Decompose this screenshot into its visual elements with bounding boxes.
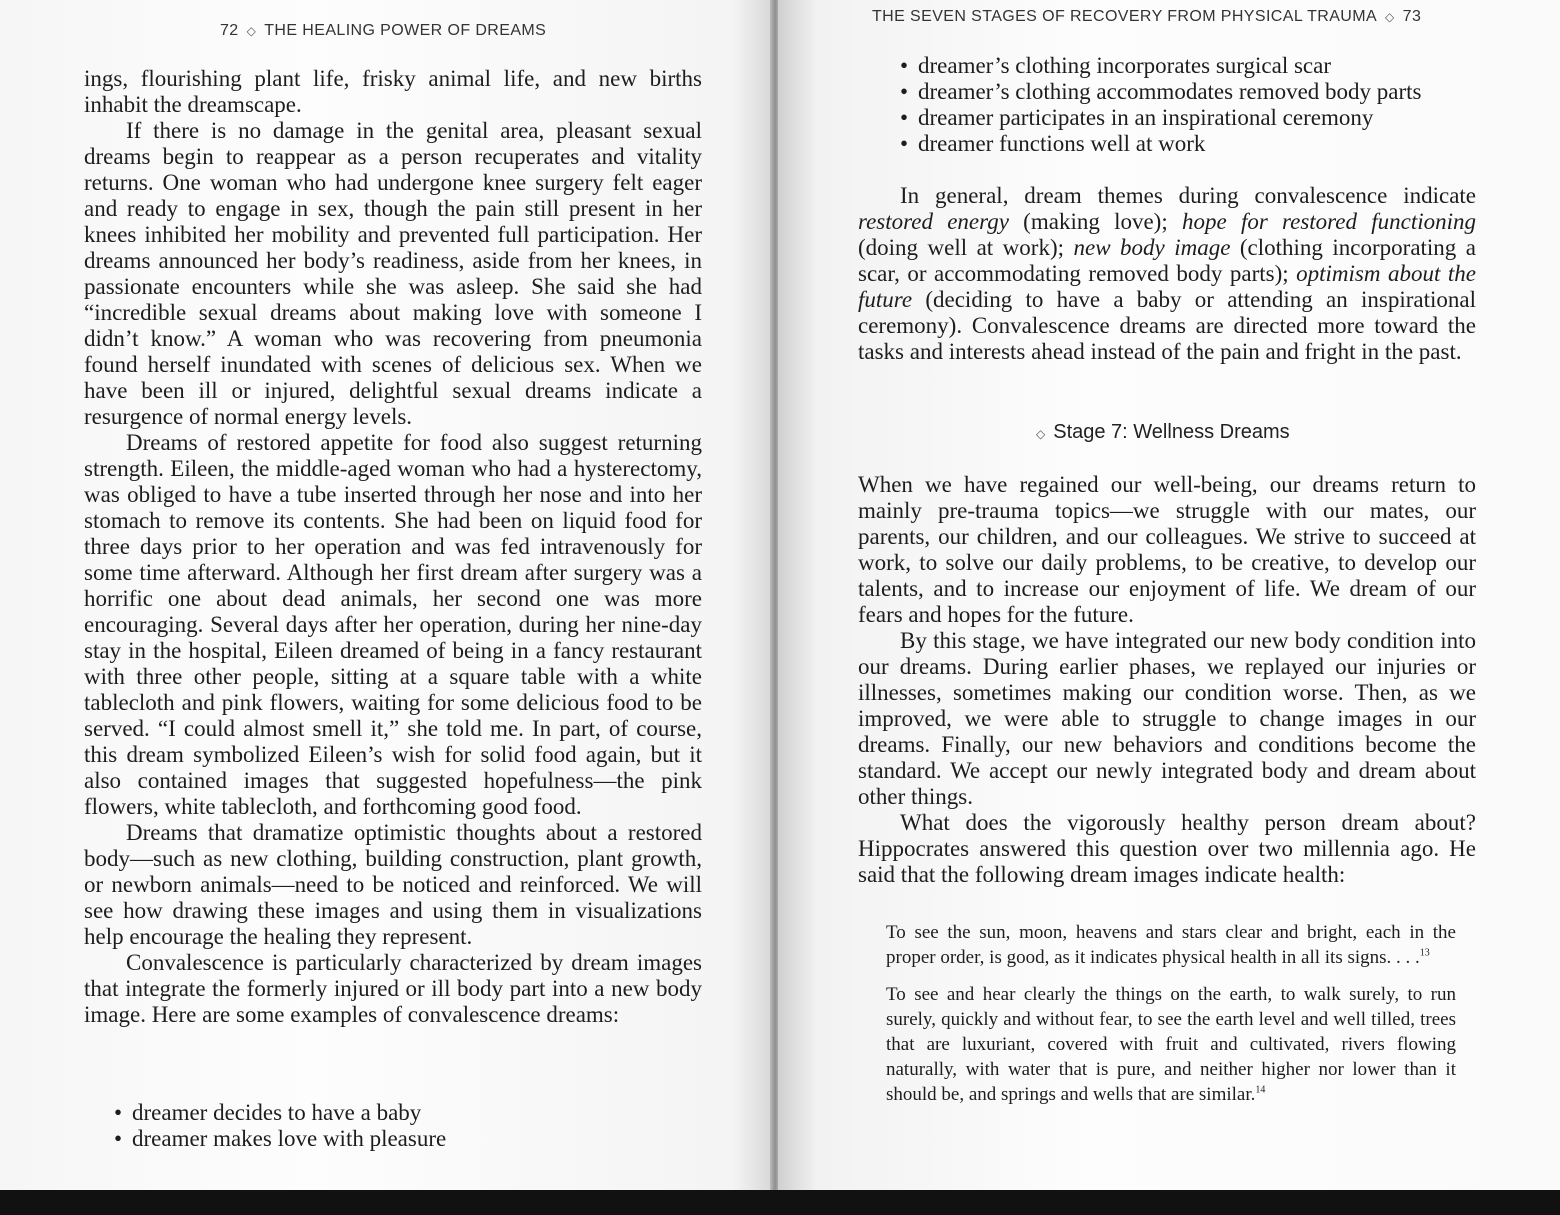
list-item: • dreamer functions well at work xyxy=(898,131,1498,157)
paragraph: By this stage, we have integrated our new body condition into our dreams. During earlier phases, we replayed our injuries or illnesses, sometimes making our condition worse. Then, as we improved, we were able to struggle to change images in our dreams. Finally, our new behaviors and conditions become the standard. We accept our newly integrated body and dream about other things. xyxy=(858,628,1476,809)
left-bullet-list xyxy=(112,1100,672,1152)
block-quote xyxy=(886,920,1456,1107)
right-page-number: 73 xyxy=(1402,8,1422,25)
footnote-ref: 14 xyxy=(1255,1084,1266,1096)
quote-paragraph xyxy=(886,982,1456,1107)
text-run: (clothing incorporating a scar, or accommodating removed body parts); xyxy=(858,235,1476,286)
paragraph: If there is no damage in the genital area, pleasant sexual dreams begin to reappear as a person recuperates and vitality returns. One woman who had undergone knee surgery felt eager and ready to engage in sex, though the pain still present in her knees inhibited her mobility and prevented full participation. Her dreams announced her body’s readiness, aside from her knees, in passionate encounters while she was asleep. She said she had “incredible sexual dreams about making love with someone I didn’t know.” A woman who was recovering from pneumonia found herself inundated with scenes of delicious sex. When we have been ill or injured, delightful sexual dreams indicate a resurgence of normal energy levels. xyxy=(84,118,702,429)
right-running-head xyxy=(872,8,1421,26)
quote-paragraph xyxy=(886,920,1456,970)
paragraph: When we have regained our well-being, our dreams return to mainly pre-trauma topics—we struggle with our mates, our parents, our children, and our colleagues. We strive to succeed at work, to solve our daily problems, to be creative, to develop our talents, and to increase our enjoyment of life. We dream of our fears and hopes for the future. xyxy=(858,472,1476,627)
italic-run: optimism about the future xyxy=(858,261,1476,312)
section-heading-text: Stage 7: Wellness Dreams xyxy=(1053,421,1290,443)
diamond-ornament-icon: ◇ xyxy=(246,24,257,38)
left-body-text xyxy=(84,66,702,1028)
paragraph: Dreams that dramatize optimistic thoughts about a restored body—such as new clothing, building construction, plant growth, or newborn animals—need to be noticed and reinforced. We will see how drawing these images and using them in visualizations help encourage the healing they represent. xyxy=(84,820,702,949)
italic-run: restored energy xyxy=(858,209,1009,234)
scan-bottom-edge xyxy=(0,1190,1560,1215)
list-item: • dreamer’s clothing accommodates removed body parts xyxy=(898,79,1498,105)
left-running-title: THE HEALING POWER OF DREAMS xyxy=(264,22,547,39)
right-body-text xyxy=(858,472,1476,888)
right-running-title: THE SEVEN STAGES OF RECOVERY FROM PHYSICAL TRAUMA xyxy=(872,8,1378,25)
list-item: • dreamer’s clothing incorporates surgical scar xyxy=(898,53,1498,79)
left-page-number: 72 xyxy=(220,22,239,39)
right-page xyxy=(778,0,1560,1215)
text-run: (making love); xyxy=(1008,209,1182,234)
quote-text: To see and hear clearly the things on the earth, to walk surely, to run surely, quickly and without fear, to see the earth level and well tilled, trees that are luxuriant, covered with fruit and cultivated, rivers flowing naturally, with water that is pure, and neither higher nor lower than it should be, and springs and wells that are similar. xyxy=(886,984,1456,1105)
left-running-head xyxy=(220,22,546,40)
quote-text: To see the sun, moon, heavens and stars clear and bright, each in the proper order, is good, as it indicates physical health in all its signs. . . . xyxy=(886,922,1456,968)
section-heading xyxy=(1036,421,1290,444)
paragraph: Convalescence is particularly characterized by dream images that integrate the formerly injured or ill body part into a new body image. Here are some examples of convalescence dreams: xyxy=(84,950,702,1027)
paragraph: What does the vigorously healthy person dream about? Hippocrates answered this question over two millennia ago. He said that the following dream images indicate health: xyxy=(858,810,1476,887)
footnote-ref: 13 xyxy=(1419,947,1430,959)
right-bullet-list xyxy=(898,53,1498,157)
text-run: (deciding to have a baby or attending an inspirational ceremony). Convalescence dreams are directed more toward the tasks and interests ahead instead of the pain and fright in the past. xyxy=(858,287,1476,364)
list-item: • dreamer participates in an inspirational ceremony xyxy=(898,105,1498,131)
text-run: (doing well at work); xyxy=(858,235,1074,260)
diamond-ornament-icon: ◇ xyxy=(1036,427,1046,441)
list-item: • dreamer makes love with pleasure xyxy=(112,1126,672,1152)
paragraph: ings, flourishing plant life, frisky animal life, and new births inhabit the dreamscape. xyxy=(84,66,702,117)
right-body-text-top xyxy=(858,183,1476,365)
left-page xyxy=(0,0,772,1215)
paragraph: Dreams of restored appetite for food also suggest returning strength. Eileen, the middle-aged woman who had a hysterectomy, was obliged to have a tube inserted through her nose and into her stomach to remove its contents. She had been on liquid food for three days prior to her operation and was fed intravenously for some time afterward. Although her first dream after surgery was a horrific one about dead animals, her second one was more encouraging. Several days after her operation, during her nine-day stay in the hospital, Eileen dreamed of being in a fancy restaurant with three other people, sitting at a square table with a white tablecloth and pink flowers, waiting for some delicious food to be served. “I could almost smell it,” she told me. In part, of course, this dream symbolized Eileen’s wish for solid food again, but it also contained images that suggested hopefulness—the pink flowers, white tablecloth, and forthcoming good food. xyxy=(84,430,702,819)
diamond-ornament-icon: ◇ xyxy=(1385,10,1395,24)
text-run: In general, dream themes during convalescence indicate xyxy=(900,183,1476,208)
italic-run: new body image xyxy=(1073,235,1231,260)
italic-run: hope for restored functioning xyxy=(1181,209,1476,234)
list-item: • dreamer decides to have a baby xyxy=(112,1100,672,1126)
general-paragraph xyxy=(858,183,1476,365)
